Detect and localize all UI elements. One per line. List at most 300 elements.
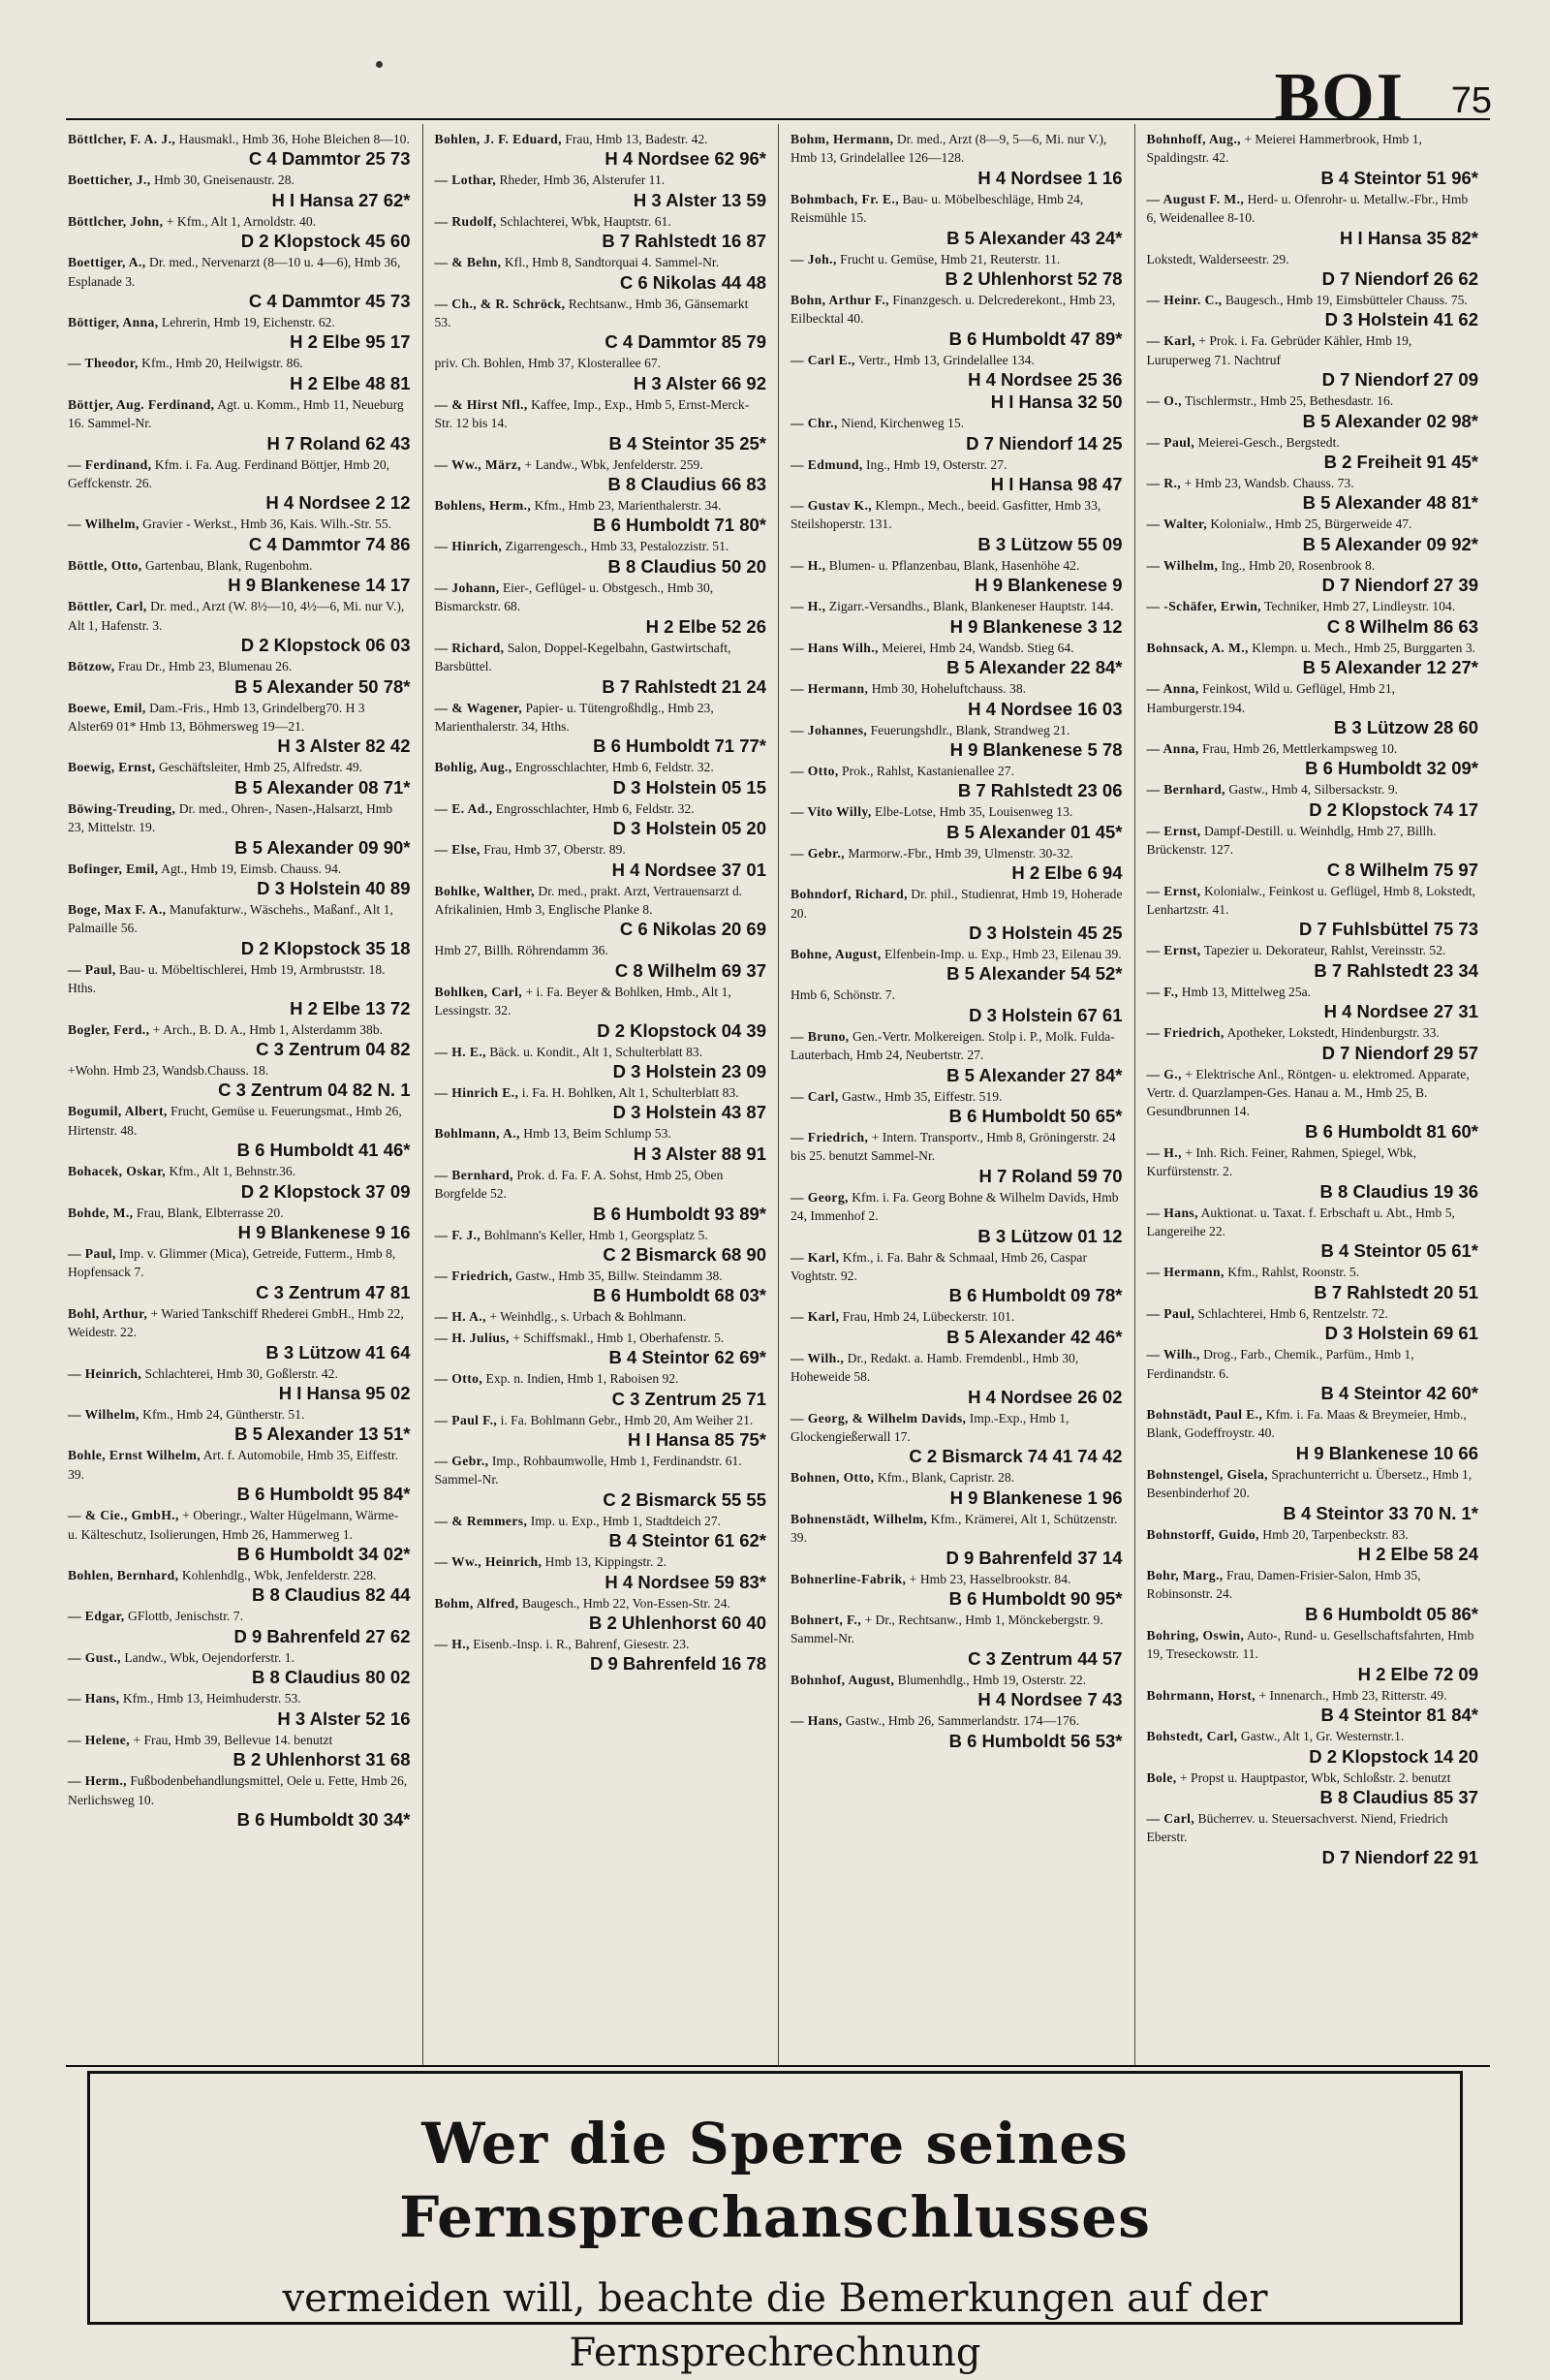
entry-details: Blumenhdlg., Hmb 19, Osterstr. 22. [897,1672,1087,1687]
entry-details: + Inh. Rich. Feiner, Rahmen, Spiegel, Wbk, Kurfürstenstr. 2. [1146,1144,1416,1179]
entry-name: — Edmund, [790,456,863,472]
entry-phone: D 3 Holstein 05 15 [612,776,766,798]
entry-phone: H 4 Nordsee 37 01 [611,859,766,880]
entry-details: Agt. u. Komm., Hmb 11, Neueburg 16. Sammel-Nr. [68,396,404,431]
directory-entry [790,1570,1123,1609]
entry-name: — Chr., [790,416,838,431]
entry-name: — Karl, [790,1249,840,1265]
entry-details: Gastw., Alt 1, Gr. Westernstr.1. [1240,1729,1405,1744]
directory-entry [1147,597,1479,636]
entry-phone: B 5 Alexander 02 98* [1302,410,1478,431]
entry-details: Dam.-Fris., Hmb 13, Grindelberg70. H 3 Alster69 01* Hmb 13, Böhmersweg 19—21. [68,700,365,734]
entry-name: Bohr, Marg., [1146,1568,1224,1583]
entry-details: Dampf-Destill. u. Weinhdlg, Hmb 27, Billh. Brückenstr. 127. [1146,823,1437,858]
entry-details: Hmb 6, Schönstr. 7. [790,987,895,1003]
entry-name: Bohnen, Otto, [790,1470,875,1486]
directory-entry [1147,1626,1479,1684]
directory-entry [1147,1263,1479,1301]
entry-details: Imp.-Exp., Hmb 1, Glockengießerwall 17. [790,1410,1070,1445]
entry-phone: B 5 Alexander 50 78* [234,675,411,697]
entry-details: Kfm., Hmb 24, Güntherstr. 51. [142,1407,305,1423]
entry-name: Bohnerline-Fabrik, [790,1571,907,1586]
directory-entry [435,579,767,637]
entry-details: Eisenb.-Insp. i. R., Bahrenf, Giesestr. 23. [473,1637,690,1652]
directory-entry [790,1671,1123,1709]
directory-entry [68,130,411,169]
entry-name: — H., [434,1637,470,1652]
entry-phone: D 7 Fuhlsbüttel 75 73 [1298,919,1478,940]
directory-entry [435,1043,767,1081]
directory-entry [790,250,1123,289]
entry-details: Kolonialw., Feinkost u. Geflügel, Hmb 8, Lokstedt, Lenhartzstr. 41. [1146,883,1476,917]
directory-entry [435,295,767,353]
entry-phone: B 2 Uhlenhorst 60 40 [588,1613,766,1634]
directory-entry [1147,639,1479,677]
directory-entry [435,1267,767,1305]
entry-phone: B 6 Humboldt 90 95* [948,1588,1123,1610]
directory-entry [435,130,767,169]
entry-phone: C 4 Dammtor 25 73 [248,148,411,170]
entry-details: i. Fa. Bohlmann Gebr., Hmb 20, Am Weiher 21. [500,1412,754,1427]
entry-name: — Else, [434,842,480,858]
entry-name: — Carl E., [790,352,855,367]
entry-phone: B 6 Humboldt 68 03* [593,1285,766,1306]
entry-details: + Hmb 23, Hasselbrookstr. 84. [909,1571,1071,1586]
directory-entry [790,762,1123,800]
directory-entry [68,1162,411,1201]
directory-entry [435,1552,767,1591]
directory-entry [68,1304,411,1362]
entry-details: Dr. med., Nervenarzt (8—10 u. 4—6), Hmb 36, Esplanade 3. [68,255,401,289]
entry-phone: H 9 Blankenese 1 96 [949,1487,1123,1508]
entry-name: Bohrmann, Horst, [1146,1687,1256,1703]
directory-entry [68,1061,411,1100]
entry-details: Elbe-Lotse, Hmb 35, Louisenweg 13. [875,804,1073,820]
entry-phone: B 8 Claudius 80 02 [252,1667,411,1688]
entry-phone: D 2 Klopstock 06 03 [240,635,411,656]
directory-entry [68,1731,411,1769]
entry-phone: H 2 Elbe 13 72 [290,997,411,1018]
directory-entry [435,395,767,454]
directory-entry [790,1611,1123,1669]
page-number: 75 [1450,80,1492,121]
entry-name: Bohnstengel, Gisela, [1146,1466,1268,1482]
entry-details: Kfm. i. Fa. Aug. Ferdinand Böttjer, Hmb 20, Geffckenstr. 26. [68,456,390,491]
entry-name: — Johannes, [790,722,868,737]
entry-name: — & Cie., GmbH., [68,1508,179,1523]
entry-phone: C 2 Bismarck 68 90 [603,1244,766,1265]
entry-phone: D 3 Holstein 23 09 [612,1060,766,1081]
entry-phone: D 2 Klopstock 14 20 [1309,1745,1478,1767]
directory-entry [1147,780,1479,819]
entry-details: Bau- u. Möbelbeschläge, Hmb 24, Reismühle 15. [790,191,1084,226]
entry-details: Prok. d. Fa. F. A. Sohst, Hmb 25, Oben Borgfelde 52. [434,1167,724,1202]
entry-name: Bohlken, Carl, [434,984,523,999]
directory-entry [68,657,411,696]
entry-details: Elfenbein-Imp. u. Exp., Hmb 23, Eilenau 39. [884,946,1122,961]
entry-name: — H., [790,599,826,614]
entry-details: Papier- u. Tütengroßhdlg., Hmb 23, Marienthalerstr. 34, Hths. [434,700,714,734]
entry-phone: B 5 Alexander 01 45* [946,821,1123,842]
entry-details: Gastw., Hmb 35, Eiffestr. 519. [842,1088,1003,1104]
entry-name: — Joh., [790,251,837,266]
entry-name: — Paul, [1146,434,1195,450]
directory-entry [1147,1566,1479,1624]
entry-details: Bohlmann's Keller, Hmb 1, Georgsplatz 5. [483,1227,708,1242]
entry-name: — Gebr., [790,845,845,861]
directory-entry [1147,1809,1479,1867]
entry-details: Bau- u. Möbeltischlerei, Hmb 19, Armbruststr. 18. Hths. [68,961,386,996]
entry-details: Rechtsanw., Hmb 36, Gänsemarkt 53. [434,296,749,330]
directory-entry [790,190,1123,248]
entry-phone: C 8 Wilhelm 75 97 [1326,859,1478,880]
entry-details: Herd- u. Ofenrohr- u. Metallw.-Fbr., Hmb 6, Weidenallee 8-10. [1146,191,1469,226]
entry-details: Sprachunterricht u. Übersetz., Hmb 1, Besenbinderhof 20. [1146,1466,1472,1501]
entry-phone: D 7 Niendorf 14 25 [966,432,1123,454]
entry-name: Bohl, Arthur, [68,1305,148,1321]
entry-phone: D 7 Niendorf 27 09 [1321,369,1478,391]
entry-name: — Hinrich E., [434,1084,519,1100]
entry-details: + Arch., B. D. A., Hmb 1, Alsterdamm 38b. [152,1021,384,1037]
directory-entry [435,1124,767,1163]
entry-phone: D 7 Niendorf 22 91 [1321,1846,1478,1867]
directory-entry [1147,556,1479,595]
directory-entry [1147,391,1479,430]
entry-name: — Hans, [1146,1205,1198,1220]
entry-details: Apotheker, Lokstedt, Hindenburgstr. 33. [1226,1025,1440,1041]
entry-name: Bötzow, [68,659,115,674]
entry-details: Kohlenhdlg., Wbk, Jenfelderstr. 228. [181,1568,377,1583]
directory-entry [790,1349,1123,1407]
directory-entry [790,556,1123,595]
entry-name: — Hans, [790,1713,843,1729]
entry-details: Bäck. u. Kondit., Alt 1, Schulterblatt 83. [489,1044,703,1059]
entry-phone: D 3 Holstein 40 89 [257,877,411,898]
entry-phone: C 3 Zentrum 44 57 [968,1647,1123,1669]
entry-phone: B 4 Steintor 35 25* [608,432,766,454]
entry-name: — Paul, [68,1246,116,1261]
entry-name: Bohm, Hermann, [790,132,894,146]
entry-details: Kolonialw., Hmb 25, Bürgerweide 47. [1210,517,1412,532]
directory-entry [1147,1204,1479,1262]
entry-name: — Ww., März, [434,456,521,472]
directory-entry [68,1771,411,1830]
entry-phone: B 8 Claudius 50 20 [607,555,766,577]
directory-entry [790,885,1123,943]
entry-phone: B 6 Humboldt 81 60* [1305,1120,1478,1142]
entry-phone: H 3 Alster 66 92 [633,372,766,393]
entry-phone: B 5 Alexander 13 51* [234,1424,411,1445]
entry-details: Finanzgesch. u. Delcrederekont., Hmb 23, Eilbecktal 40. [790,293,1116,327]
entry-phone: B 3 Lützow 55 09 [977,533,1123,554]
entry-details: Engrosschlachter, Hmb 6, Feldstr. 32. [495,800,695,816]
entry-details: Blumen- u. Pflanzenbau, Blank, Hasenhöhe 42. [828,557,1080,573]
entry-details: Baugesch., Hmb 19, Eimsbütteler Chauss. 75. [1224,293,1468,308]
entry-name: Bohlig, Aug., [434,760,512,775]
entry-phone: B 5 Alexander 54 52* [946,963,1123,985]
entry-name: Boge, Max F. A., [68,901,167,917]
entry-phone: D 2 Klopstock 74 17 [1309,799,1478,820]
section-tag: BOI [1274,60,1405,135]
directory-entry [1147,433,1479,472]
entry-details: Kfl., Hmb 8, Sandtorquai 4. Sammel-Nr. [504,255,720,270]
entry-details: Kfm., i. Fa. Bahr & Schmaal, Hmb 26, Caspar Voghtstr. 92. [790,1249,1087,1283]
directory-entry [435,1083,767,1122]
directory-entry [1147,1769,1479,1807]
entry-details: + Hmb 23, Wandsb. Chauss. 73. [1184,476,1354,491]
entry-details: + Landw., Wbk, Jenfelderstr. 259. [524,456,703,472]
entry-name: — Wilh., [1146,1347,1200,1362]
entry-details: Dr. med., Arzt (8—9, 5—6, Mi. nur V.), Hmb 13, Grindelallee 126—128. [790,132,1107,166]
entry-name: Böttle, Otto, [68,557,142,573]
entry-details: Hausmakl., Hmb 36, Hohe Bleichen 8—10. [178,132,410,146]
entry-phone: B 8 Claudius 19 36 [1319,1180,1478,1202]
directory-entry [68,455,411,514]
entry-name: — Carl, [1146,1810,1195,1826]
directory-entry [435,253,767,292]
entry-details: Gastw., Hmb 4, Silbersackstr. 9. [1228,782,1399,798]
entry-phone: H 4 Nordsee 62 96* [604,148,766,170]
directory-entry [68,1244,411,1302]
directory-entry [435,758,767,797]
entry-details: Frau, Hmb 24, Lübeckerstr. 101. [842,1309,1015,1325]
entry-phone: B 6 Humboldt 56 53* [948,1730,1123,1751]
header-rule [66,118,1490,120]
directory-entry [68,758,411,797]
entry-phone: B 6 Humboldt 50 65* [948,1105,1123,1126]
entry-name: Bohring, Oswin, [1146,1627,1245,1643]
entry-phone: D 2 Klopstock 04 39 [597,1019,766,1041]
entry-phone: C 4 Dammtor 74 86 [248,533,411,554]
entry-name: — Bernhard, [434,1167,513,1182]
entry-name: Böttiger, Anna, [68,315,159,330]
directory-column [66,124,422,2065]
entry-details: Frau, Blank, Elbterrasse 20. [136,1205,284,1220]
entry-phone: B 6 Humboldt 71 77* [593,736,766,757]
directory-entry [435,639,767,697]
entry-details: Schlachterei, Hmb 6, Rentzelstr. 72. [1197,1305,1388,1321]
entry-details: Eier-, Geflügel- u. Obstgesch., Hmb 30, Bismarckstr. 68. [434,579,714,614]
entry-phone: H 4 Nordsee 2 12 [265,492,411,514]
entry-phone: B 4 Steintor 51 96* [1320,167,1478,188]
entry-phone: H I Hansa 27 62* [271,189,411,210]
entry-details: Techniker, Hmb 27, Lindleystr. 104. [1264,599,1456,614]
entry-details: Gartenbau, Blank, Rugenbohm. [144,557,313,573]
entry-details: Frau, Hmb 26, Mettlerkampsweg 10. [1202,740,1398,756]
entry-phone: B 5 Alexander 22 84* [946,657,1123,678]
directory-column [422,124,779,2065]
directory-entry [68,171,411,209]
directory-entry [68,253,411,311]
entry-phone: B 4 Steintor 05 61* [1320,1240,1478,1262]
directory-entry [790,986,1123,1024]
entry-name: — Friedrich, [1146,1025,1224,1041]
entry-name: Bohnenstädt, Wilhelm, [790,1511,928,1526]
directory-entry [68,212,411,251]
entry-name: — & Wagener, [434,700,523,715]
entry-details: Klempn. u. Mech., Hmb 25, Burggarten 3. [1252,640,1476,655]
directory-entry [68,1204,411,1242]
entry-phone: H 4 Nordsee 59 83* [604,1571,766,1592]
directory-entry [790,1027,1123,1085]
entry-phone: D 3 Holstein 05 20 [612,818,766,839]
entry-phone: H 9 Blankenese 3 12 [949,615,1123,637]
entry-name: Bohn, Arthur F., [790,293,889,308]
entry-details: + Prok. i. Fa. Gebrüder Kähler, Hmb 19, Luruperweg 71. Nachtruf [1146,333,1412,367]
entry-name: — Heinr. C., [1146,293,1223,308]
entry-phone: C 4 Dammtor 45 73 [248,291,411,312]
entry-details: Gen.-Vertr. Molkereigen. Stolp i. P., Molk. Fulda-Lauterbach, Hmb 24, Neubertstr. 27. [790,1028,1115,1063]
directory-entry [435,537,767,576]
entry-phone: B 7 Rahlstedt 20 51 [1314,1281,1478,1302]
entry-details: + Dr., Rechtsanw., Hmb 1, Mönckebergstr. 9. Sammel-Nr. [790,1613,1103,1646]
directory-entry [68,1364,411,1403]
entry-phone: C 8 Wilhelm 69 37 [614,959,766,981]
notice-line-1: Wer die Sperre seines Fernsprechanschlusses [399,2111,1151,2250]
entry-phone: B 6 Humboldt 93 89* [593,1203,766,1224]
entry-phone: B 7 Rahlstedt 23 06 [957,780,1123,801]
entry-name: — Gebr., [434,1454,489,1469]
entry-details: + Meierei Hammerbrook, Hmb 1, Spaldingstr. 42. [1146,132,1422,166]
entry-phone: B 5 Alexander 09 92* [1302,533,1478,554]
directory-entry [68,860,411,898]
entry-phone: D 9 Bahrenfeld 37 14 [946,1547,1123,1568]
entry-phone: C 3 Zentrum 25 71 [611,1388,766,1409]
entry-name: Bole, [1146,1769,1177,1785]
entry-details: Art. f. Automobile, Hmb 35, Eiffestr. 39. [68,1448,399,1482]
entry-details: Kfm., Hmb 23, Marienthalerstr. 34. [534,498,722,514]
entry-details: Hmb 30, Hoheluftchauss. 38. [871,681,1027,697]
directory-entry [435,983,767,1041]
entry-details: Frau, Hmb 37, Oberstr. 89. [483,842,626,858]
entry-name: — Ferdinand, [68,456,152,472]
entry-name: — Vito Willy, [790,804,872,820]
entry-details: Imp. v. Glimmer (Mica), Getreide, Futterm., Hmb 8, Hopfensack 7. [68,1246,396,1280]
directory-entry [790,130,1123,188]
directory-entry [790,291,1123,349]
entry-name: Bogler, Ferd., [68,1021,150,1037]
entry-name: — H., [790,557,826,573]
entry-phone: H 9 Blankenese 5 78 [949,738,1123,760]
entry-details: Vertr., Hmb 13, Grindelallee 134. [857,352,1035,367]
directory-entry [435,1411,767,1450]
entry-name: — Wilhelm, [68,1407,140,1423]
entry-phone: D 3 Holstein 45 25 [969,922,1123,943]
entry-phone: B 5 Alexander 42 46* [946,1326,1123,1347]
entry-phone: C 2 Bismarck 74 41 74 42 [909,1446,1123,1467]
entry-details: Feuerungshdlr., Blank, Strandweg 21. [870,722,1070,737]
entry-details: Frau, Damen-Frisier-Salon, Hmb 35, Robinsonstr. 24. [1146,1568,1421,1602]
entry-phone: D 9 Bahrenfeld 27 62 [233,1625,411,1646]
entry-phone: B 6 Humboldt 09 78* [948,1285,1123,1306]
ink-dot [376,61,383,68]
directory-entry [435,1512,767,1550]
entry-details: Frau, Hmb 13, Badestr. 42. [565,132,708,146]
directory-entry [435,171,767,209]
entry-name: — O., [1146,393,1182,409]
entry-phone: C 3 Zentrum 04 82 N. 1 [218,1080,411,1101]
entry-name: — Friedrich, [434,1268,512,1283]
entry-phone: H 9 Blankenese 9 16 [237,1222,411,1242]
entry-name: — Wilhelm, [68,517,140,532]
entry-name: — Richard, [434,640,505,655]
entry-name: Bohlen, J. F. Eduard, [434,132,562,146]
entry-details: Schlachterei, Wbk, Hauptstr. 61. [499,213,671,229]
entry-phone: C 3 Zentrum 47 81 [256,1281,411,1302]
directory-entry [68,556,411,595]
entry-phone: H 3 Alster 82 42 [277,736,411,757]
entry-name: — August F. M., [1146,191,1245,206]
entry-details: Gastw., Hmb 35, Billw. Steindamm 38. [515,1268,723,1283]
entry-phone: B 5 Alexander 27 84* [946,1064,1123,1085]
entry-phone: B 6 Humboldt 71 80* [593,515,766,536]
directory-entry [435,354,767,392]
entry-details: Imp. u. Exp., Hmb 1, Stadtdeich 27. [530,1513,722,1528]
entry-name: — F. J., [434,1227,481,1242]
entry-details: + Waried Tankschiff Rhederei GmbH., Hmb 22, Weidestr. 22. [68,1305,404,1340]
entry-name: — Bruno, [790,1028,850,1044]
entry-name: — Lothar, [434,172,497,188]
entry-phone: B 7 Rahlstedt 23 34 [1314,959,1478,981]
entry-details: Klempn., Mech., beeid. Gasfitter, Hmb 33, Steilshoperstr. 131. [790,498,1101,532]
entry-phone: B 5 Alexander 08 71* [234,776,411,798]
entry-phone: H 3 Alster 13 59 [633,189,766,210]
entry-details: + Propst u. Hauptpastor, Wbk, Schloßstr. 2. benutzt [1179,1769,1451,1785]
entry-phone: H 9 Blankenese 14 17 [228,575,411,596]
entry-name: — Bernhard, [1146,782,1225,798]
entry-name: — Ernst, [1146,943,1201,958]
directory-entry [790,1188,1123,1246]
entry-name: — Edgar, [68,1609,125,1624]
directory-entry [1147,1065,1479,1142]
entry-name: — Wilhelm, [1146,557,1219,573]
entry-phone: B 4 Steintor 33 70 N. 1* [1283,1502,1478,1523]
directory-entry [1147,1686,1479,1725]
directory-entry [1147,1405,1479,1463]
entry-details: + Kfm., Alt 1, Arnoldstr. 40. [166,213,317,229]
entry-details: Marmorw.-Fbr., Hmb 39, Ulmenstr. 30-32. [848,845,1073,861]
entry-details: Agt., Hmb 19, Eimsb. Chauss. 94. [161,861,342,876]
entry-details: Lokstedt, Walderseestr. 29. [1146,251,1289,266]
directory-entry [435,1166,767,1224]
entry-phone: B 3 Lützow 41 64 [265,1341,411,1362]
directory-entry [1147,515,1479,553]
directory-entry [435,496,767,535]
entry-phone: H 2 Elbe 48 81 [290,372,411,393]
entry-phone: H 4 Nordsee 26 02 [968,1386,1123,1407]
directory-entry [790,639,1123,677]
entry-name: — Anna, [1146,681,1199,697]
entry-phone: B 8 Claudius 66 83 [607,474,766,495]
entry-phone: D 7 Niendorf 27 39 [1321,575,1478,596]
entry-phone: H 4 Nordsee 27 31 [1323,1001,1478,1022]
entry-phone: B 2 Uhlenhorst 52 78 [945,268,1123,290]
entry-phone: H 4 Nordsee 7 43 [977,1689,1123,1710]
directory-entry [68,699,411,757]
entry-name: Böttlcher, John, [68,213,164,229]
entry-phone: B 4 Steintor 61 62* [608,1530,766,1551]
entry-details: Kfm., Krämerei, Alt 1, Schützenstr. 39. [790,1511,1118,1546]
entry-name: — Ww., Heinrich, [434,1554,542,1570]
entry-name: Böwing-Treuding, [68,800,176,816]
directory-column [778,124,1134,2065]
entry-name: — & Behn, [434,255,502,270]
entry-name: Bohlens, Herm., [434,498,532,514]
entry-name: — Theodor, [68,356,139,371]
directory-entry [1147,1345,1479,1403]
entry-name: Bohm, Alfred, [434,1595,519,1611]
directory-entry [1147,190,1479,248]
